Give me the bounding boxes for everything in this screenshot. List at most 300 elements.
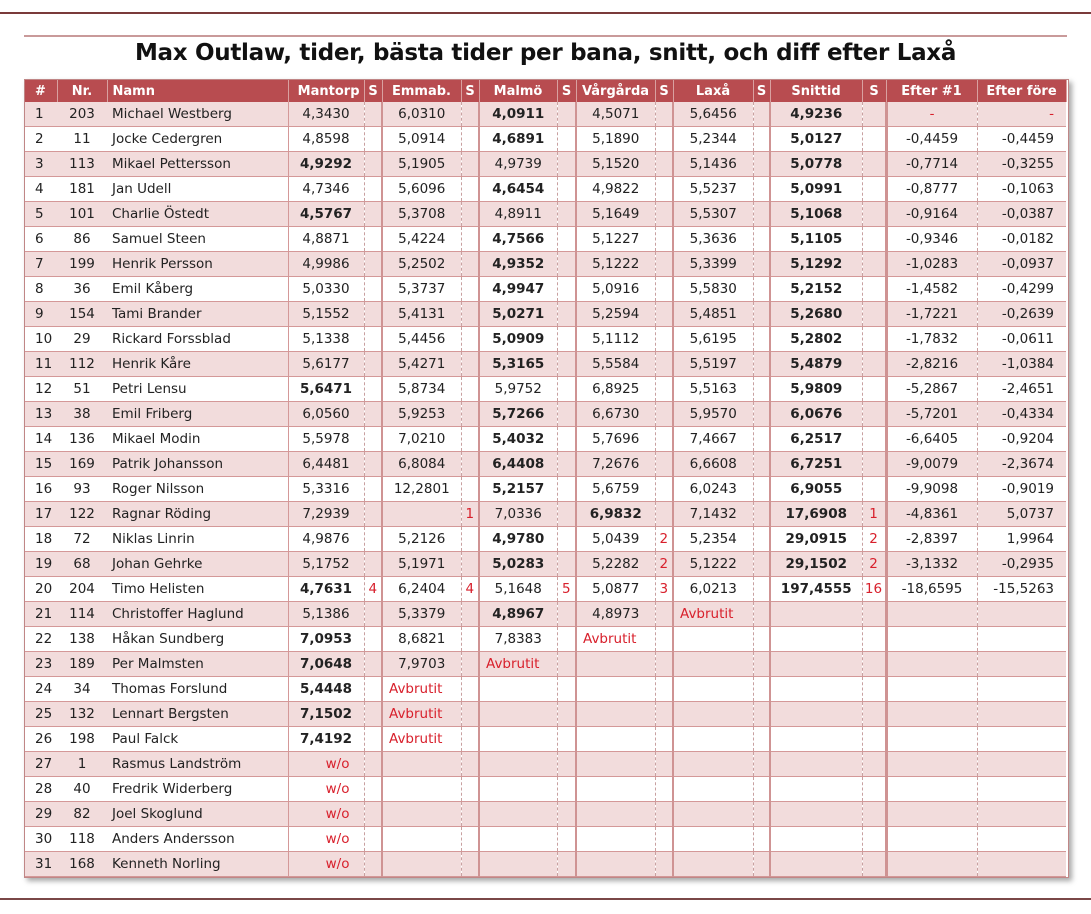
cell-s-laxa <box>753 377 770 402</box>
cell-s-vargarda: 2 <box>655 527 673 552</box>
cell-mantorp: 6,0560 <box>288 402 364 427</box>
cell-malmo <box>479 702 557 727</box>
cell-mantorp: w/o <box>288 752 364 777</box>
cell-mantorp: 5,4448 <box>288 677 364 702</box>
table-row[interactable] <box>25 777 1066 802</box>
cell-snittid: 5,0778 <box>770 152 862 177</box>
cell-s-emmab <box>461 677 479 702</box>
cell-nr: 132 <box>57 702 107 727</box>
cell-s-laxa <box>753 777 770 802</box>
cell-rank: 23 <box>25 652 57 677</box>
cell-s-vargarda <box>655 652 673 677</box>
cell-snittid <box>770 752 862 777</box>
cell-vargarda <box>576 652 655 677</box>
cell-s-vargarda <box>655 327 673 352</box>
cell-s-vargarda <box>655 477 673 502</box>
cell-mantorp: 4,3430 <box>288 102 364 127</box>
table-row[interactable] <box>25 452 1066 477</box>
cell-mantorp: w/o <box>288 802 364 827</box>
cell-efter-1: -0,8777 <box>886 177 977 202</box>
cell-rank: 27 <box>25 752 57 777</box>
cell-malmo: Avbrutit <box>479 652 557 677</box>
cell-name: Samuel Steen <box>107 227 288 252</box>
cell-s-emmab: 1 <box>461 502 479 527</box>
cell-rank: 9 <box>25 302 57 327</box>
cell-mantorp: 7,0953 <box>288 627 364 652</box>
col-header-mantorp[interactable]: Mantorp <box>288 80 364 102</box>
cell-efter-fore <box>977 602 1066 627</box>
cell-nr: 154 <box>57 302 107 327</box>
cell-s-vargarda <box>655 177 673 202</box>
cell-vargarda: 5,0916 <box>576 277 655 302</box>
results-table <box>25 80 1067 877</box>
cell-s-mantorp <box>364 852 382 877</box>
cell-emmab: 7,0210 <box>382 427 461 452</box>
cell-efter-1: -18,6595 <box>886 577 977 602</box>
col-header-malmo[interactable]: Malmö <box>479 80 557 102</box>
table-row[interactable] <box>25 402 1066 427</box>
cell-snittid <box>770 727 862 752</box>
cell-emmab: 6,8084 <box>382 452 461 477</box>
cell-snittid <box>770 827 862 852</box>
cell-efter-1: -1,7221 <box>886 302 977 327</box>
cell-name: Charlie Östedt <box>107 202 288 227</box>
cell-efter-fore: -0,1063 <box>977 177 1066 202</box>
table-row[interactable] <box>25 702 1066 727</box>
table-row[interactable] <box>25 127 1066 152</box>
cell-efter-1 <box>886 752 977 777</box>
cell-efter-fore <box>977 702 1066 727</box>
cell-emmab: 5,8734 <box>382 377 461 402</box>
cell-mantorp: 7,2939 <box>288 502 364 527</box>
cell-s-snittid <box>862 102 886 127</box>
cell-s-malmo <box>557 277 576 302</box>
cell-malmo: 4,6891 <box>479 127 557 152</box>
cell-s-snittid <box>862 802 886 827</box>
cell-s-malmo <box>557 702 576 727</box>
cell-snittid: 6,9055 <box>770 477 862 502</box>
table-row[interactable] <box>25 727 1066 752</box>
cell-malmo <box>479 802 557 827</box>
cell-s-laxa <box>753 627 770 652</box>
cell-vargarda: 6,8925 <box>576 377 655 402</box>
cell-laxa: Avbrutit <box>673 602 753 627</box>
table-row[interactable] <box>25 627 1066 652</box>
cell-s-mantorp <box>364 152 382 177</box>
cell-emmab: 5,3737 <box>382 277 461 302</box>
cell-s-emmab <box>461 402 479 427</box>
cell-emmab <box>382 502 461 527</box>
table-row[interactable] <box>25 102 1066 127</box>
cell-laxa: 5,1222 <box>673 552 753 577</box>
table-row[interactable] <box>25 377 1066 402</box>
cell-vargarda: Avbrutit <box>576 627 655 652</box>
cell-efter-1 <box>886 652 977 677</box>
cell-malmo: 4,9352 <box>479 252 557 277</box>
cell-s-snittid: 2 <box>862 552 886 577</box>
cell-name: Rickard Forssblad <box>107 327 288 352</box>
cell-nr: 203 <box>57 102 107 127</box>
cell-s-emmab <box>461 527 479 552</box>
cell-efter-fore <box>977 727 1066 752</box>
cell-efter-1 <box>886 727 977 752</box>
cell-efter-1: -0,9346 <box>886 227 977 252</box>
cell-s-malmo <box>557 627 576 652</box>
col-header-s-vargarda[interactable]: S <box>655 80 673 102</box>
cell-nr: 34 <box>57 677 107 702</box>
cell-nr: 114 <box>57 602 107 627</box>
cell-s-snittid <box>862 752 886 777</box>
cell-laxa <box>673 852 753 877</box>
cell-snittid <box>770 852 862 877</box>
cell-vargarda: 6,9832 <box>576 502 655 527</box>
cell-mantorp: w/o <box>288 852 364 877</box>
cell-s-vargarda <box>655 677 673 702</box>
cell-laxa: 5,5163 <box>673 377 753 402</box>
cell-efter-1: -2,8397 <box>886 527 977 552</box>
cell-laxa <box>673 677 753 702</box>
cell-s-emmab <box>461 102 479 127</box>
cell-name: Niklas Linrin <box>107 527 288 552</box>
table-row[interactable] <box>25 427 1066 452</box>
cell-vargarda: 5,1649 <box>576 202 655 227</box>
cell-laxa <box>673 727 753 752</box>
cell-laxa: 5,9570 <box>673 402 753 427</box>
cell-name: Håkan Sundberg <box>107 627 288 652</box>
cell-laxa: 5,5307 <box>673 202 753 227</box>
cell-laxa: 5,6456 <box>673 102 753 127</box>
cell-nr: 113 <box>57 152 107 177</box>
cell-vargarda: 7,2676 <box>576 452 655 477</box>
cell-name: Thomas Forslund <box>107 677 288 702</box>
cell-rank: 6 <box>25 227 57 252</box>
cell-malmo: 5,3165 <box>479 352 557 377</box>
cell-s-laxa <box>753 852 770 877</box>
cell-s-vargarda <box>655 627 673 652</box>
cell-s-vargarda <box>655 452 673 477</box>
cell-s-laxa <box>753 677 770 702</box>
cell-emmab: 5,1971 <box>382 552 461 577</box>
col-header-efter-1[interactable]: Efter #1 <box>886 80 977 102</box>
cell-emmab: Avbrutit <box>382 727 461 752</box>
table-row[interactable] <box>25 552 1066 577</box>
cell-malmo: 5,2157 <box>479 477 557 502</box>
cell-s-laxa <box>753 227 770 252</box>
cell-snittid: 5,2680 <box>770 302 862 327</box>
cell-efter-1: -1,0283 <box>886 252 977 277</box>
cell-vargarda: 5,1112 <box>576 327 655 352</box>
cell-s-snittid <box>862 677 886 702</box>
cell-s-laxa <box>753 802 770 827</box>
table-row[interactable] <box>25 602 1066 627</box>
cell-s-snittid <box>862 652 886 677</box>
table-row[interactable] <box>25 477 1066 502</box>
cell-mantorp: w/o <box>288 827 364 852</box>
cell-malmo <box>479 727 557 752</box>
cell-nr: 189 <box>57 652 107 677</box>
cell-s-vargarda <box>655 302 673 327</box>
cell-snittid <box>770 677 862 702</box>
col-header-emmab[interactable]: Emmab. <box>382 80 461 102</box>
cell-laxa: 5,5830 <box>673 277 753 302</box>
cell-nr: 86 <box>57 227 107 252</box>
cell-s-snittid <box>862 627 886 652</box>
cell-rank: 18 <box>25 527 57 552</box>
col-header-laxa[interactable]: Laxå <box>673 80 753 102</box>
col-header-nr[interactable]: Nr. <box>57 80 107 102</box>
cell-s-malmo <box>557 177 576 202</box>
cell-s-emmab <box>461 252 479 277</box>
cell-s-malmo <box>557 377 576 402</box>
cell-malmo: 5,9752 <box>479 377 557 402</box>
cell-rank: 3 <box>25 152 57 177</box>
cell-vargarda <box>576 852 655 877</box>
cell-snittid: 5,1105 <box>770 227 862 252</box>
cell-s-laxa <box>753 327 770 352</box>
cell-s-laxa <box>753 552 770 577</box>
cell-s-mantorp <box>364 402 382 427</box>
cell-malmo <box>479 827 557 852</box>
cell-rank: 25 <box>25 702 57 727</box>
cell-s-laxa <box>753 702 770 727</box>
table-row[interactable] <box>25 502 1066 527</box>
cell-s-mantorp <box>364 127 382 152</box>
cell-s-mantorp <box>364 252 382 277</box>
cell-mantorp: 4,9292 <box>288 152 364 177</box>
cell-s-mantorp <box>364 777 382 802</box>
cell-s-emmab <box>461 827 479 852</box>
cell-s-emmab <box>461 777 479 802</box>
cell-rank: 29 <box>25 802 57 827</box>
cell-s-malmo <box>557 352 576 377</box>
cell-s-vargarda <box>655 702 673 727</box>
cell-s-vargarda <box>655 227 673 252</box>
cell-nr: 36 <box>57 277 107 302</box>
col-header-vargarda[interactable]: Vårgårda <box>576 80 655 102</box>
cell-efter-1: -0,4459 <box>886 127 977 152</box>
cell-snittid: 4,9236 <box>770 102 862 127</box>
cell-s-snittid: 1 <box>862 502 886 527</box>
cell-snittid: 5,9809 <box>770 377 862 402</box>
cell-efter-fore: -0,0387 <box>977 202 1066 227</box>
cell-rank: 1 <box>25 102 57 127</box>
table-row[interactable] <box>25 677 1066 702</box>
cell-s-emmab <box>461 127 479 152</box>
cell-efter-1 <box>886 827 977 852</box>
cell-snittid: 29,1502 <box>770 552 862 577</box>
cell-emmab: 6,2404 <box>382 577 461 602</box>
cell-name: Johan Gehrke <box>107 552 288 577</box>
table-row[interactable] <box>25 252 1066 277</box>
cell-s-malmo <box>557 102 576 127</box>
cell-s-vargarda <box>655 852 673 877</box>
page-title: Max Outlaw, tider, bästa tider per bana, snitt, och diff efter Laxå <box>134 40 957 66</box>
cell-s-snittid <box>862 302 886 327</box>
cell-rank: 10 <box>25 327 57 352</box>
cell-vargarda: 6,6730 <box>576 402 655 427</box>
cell-rank: 13 <box>25 402 57 427</box>
cell-s-emmab <box>461 652 479 677</box>
cell-s-laxa <box>753 177 770 202</box>
cell-rank: 21 <box>25 602 57 627</box>
cell-vargarda: 5,2282 <box>576 552 655 577</box>
cell-vargarda: 5,0877 <box>576 577 655 602</box>
cell-s-mantorp <box>364 352 382 377</box>
cell-vargarda <box>576 802 655 827</box>
cell-efter-fore: -0,0937 <box>977 252 1066 277</box>
table-row[interactable] <box>25 302 1066 327</box>
cell-vargarda: 4,5071 <box>576 102 655 127</box>
cell-s-emmab <box>461 227 479 252</box>
cell-name: Patrik Johansson <box>107 452 288 477</box>
cell-malmo: 6,4408 <box>479 452 557 477</box>
cell-s-emmab <box>461 202 479 227</box>
table-row[interactable] <box>25 202 1066 227</box>
cell-s-emmab <box>461 352 479 377</box>
cell-emmab: 8,6821 <box>382 627 461 652</box>
cell-s-vargarda <box>655 377 673 402</box>
table-row[interactable] <box>25 577 1066 602</box>
table-row[interactable] <box>25 802 1066 827</box>
cell-s-mantorp <box>364 602 382 627</box>
cell-snittid: 5,2802 <box>770 327 862 352</box>
cell-s-malmo <box>557 452 576 477</box>
cell-nr: 68 <box>57 552 107 577</box>
table-row[interactable] <box>25 152 1066 177</box>
cell-efter-1: -1,7832 <box>886 327 977 352</box>
cell-laxa: 5,2344 <box>673 127 753 152</box>
cell-efter-fore <box>977 677 1066 702</box>
cell-vargarda <box>576 702 655 727</box>
cell-efter-fore: -0,4334 <box>977 402 1066 427</box>
cell-emmab: 5,4224 <box>382 227 461 252</box>
cell-name: Anders Andersson <box>107 827 288 852</box>
cell-laxa <box>673 652 753 677</box>
col-header-s-mantorp[interactable]: S <box>364 80 382 102</box>
cell-vargarda: 5,2594 <box>576 302 655 327</box>
cell-name: Jan Udell <box>107 177 288 202</box>
cell-s-emmab <box>461 852 479 877</box>
cell-s-malmo <box>557 252 576 277</box>
col-header-snittid[interactable]: Snittid <box>770 80 862 102</box>
cell-s-laxa <box>753 477 770 502</box>
table-row[interactable] <box>25 327 1066 352</box>
cell-efter-1: -9,0079 <box>886 452 977 477</box>
cell-s-emmab <box>461 427 479 452</box>
cell-name: Jocke Cedergren <box>107 127 288 152</box>
cell-vargarda <box>576 777 655 802</box>
cell-rank: 26 <box>25 727 57 752</box>
cell-rank: 28 <box>25 777 57 802</box>
cell-rank: 16 <box>25 477 57 502</box>
cell-s-snittid <box>862 177 886 202</box>
table-row[interactable] <box>25 527 1066 552</box>
cell-nr: 82 <box>57 802 107 827</box>
cell-s-vargarda <box>655 827 673 852</box>
cell-s-emmab <box>461 602 479 627</box>
cell-efter-fore: -1,0384 <box>977 352 1066 377</box>
cell-efter-fore: -0,9204 <box>977 427 1066 452</box>
col-header-rank[interactable]: # <box>25 80 57 102</box>
cell-s-laxa <box>753 202 770 227</box>
cell-s-snittid <box>862 602 886 627</box>
cell-rank: 24 <box>25 677 57 702</box>
cell-mantorp: 6,4481 <box>288 452 364 477</box>
cell-efter-1 <box>886 802 977 827</box>
col-header-s-emmab[interactable]: S <box>461 80 479 102</box>
table-row[interactable] <box>25 227 1066 252</box>
col-header-s-laxa[interactable]: S <box>753 80 770 102</box>
cell-name: Fredrik Widerberg <box>107 777 288 802</box>
cell-emmab: 5,3379 <box>382 602 461 627</box>
cell-efter-fore: 1,9964 <box>977 527 1066 552</box>
table-row[interactable] <box>25 852 1066 877</box>
col-header-s-snittid[interactable]: S <box>862 80 886 102</box>
cell-snittid: 5,1068 <box>770 202 862 227</box>
cell-emmab: 5,4271 <box>382 352 461 377</box>
cell-s-emmab <box>461 177 479 202</box>
cell-efter-1 <box>886 677 977 702</box>
cell-snittid: 6,7251 <box>770 452 862 477</box>
col-header-efter-fore[interactable]: Efter före <box>977 80 1066 102</box>
col-header-name[interactable]: Namn <box>107 80 288 102</box>
table-row[interactable] <box>25 752 1066 777</box>
cell-malmo: 5,1648 <box>479 577 557 602</box>
cell-malmo: 4,8967 <box>479 602 557 627</box>
cell-efter-1: -2,8216 <box>886 352 977 377</box>
table-row[interactable] <box>25 827 1066 852</box>
cell-malmo <box>479 752 557 777</box>
cell-s-mantorp: 4 <box>364 577 382 602</box>
cell-rank: 5 <box>25 202 57 227</box>
cell-s-malmo <box>557 152 576 177</box>
cell-s-emmab <box>461 327 479 352</box>
cell-efter-fore <box>977 852 1066 877</box>
cell-s-laxa <box>753 652 770 677</box>
cell-mantorp: 5,1338 <box>288 327 364 352</box>
cell-s-malmo <box>557 652 576 677</box>
cell-rank: 12 <box>25 377 57 402</box>
cell-s-malmo <box>557 502 576 527</box>
cell-s-vargarda <box>655 352 673 377</box>
cell-s-laxa <box>753 102 770 127</box>
cell-mantorp: 5,1386 <box>288 602 364 627</box>
cell-emmab <box>382 777 461 802</box>
cell-vargarda <box>576 677 655 702</box>
cell-s-malmo <box>557 827 576 852</box>
cell-s-laxa <box>753 602 770 627</box>
cell-malmo: 7,8383 <box>479 627 557 652</box>
cell-laxa: 5,1436 <box>673 152 753 177</box>
table-row[interactable] <box>25 277 1066 302</box>
cell-snittid: 5,0991 <box>770 177 862 202</box>
cell-s-mantorp <box>364 202 382 227</box>
table-row[interactable] <box>25 652 1066 677</box>
cell-efter-1 <box>886 852 977 877</box>
cell-rank: 20 <box>25 577 57 602</box>
cell-s-laxa <box>753 252 770 277</box>
cell-s-mantorp <box>364 802 382 827</box>
cell-mantorp: 5,1752 <box>288 552 364 577</box>
table-row[interactable] <box>25 352 1066 377</box>
table-row[interactable] <box>25 177 1066 202</box>
cell-s-emmab <box>461 552 479 577</box>
cell-malmo: 4,9780 <box>479 527 557 552</box>
cell-vargarda: 4,8973 <box>576 602 655 627</box>
col-header-s-malmo[interactable]: S <box>557 80 576 102</box>
cell-s-laxa <box>753 502 770 527</box>
cell-efter-1: -3,1332 <box>886 552 977 577</box>
